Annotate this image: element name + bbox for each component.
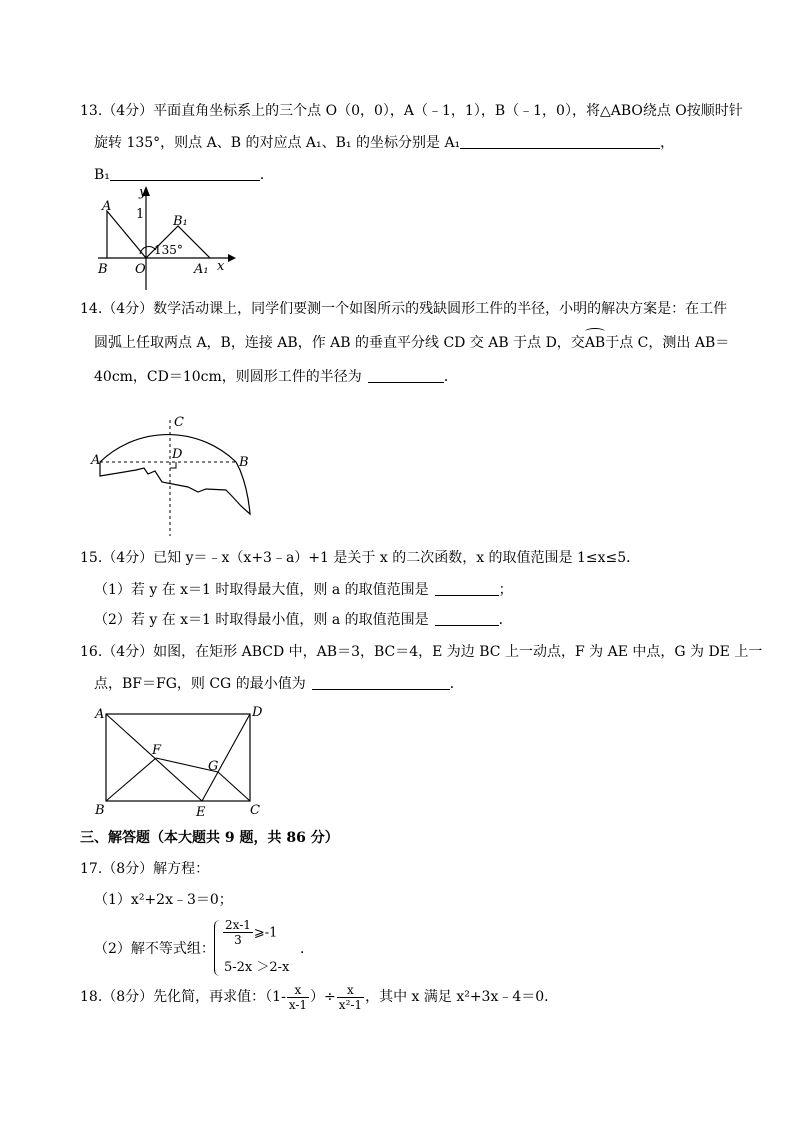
- q15-part1: [94, 581, 513, 599]
- segment-gc: [218, 772, 250, 801]
- q18-fraction-2-numerator: x: [337, 983, 364, 998]
- label-b: B: [239, 455, 249, 470]
- q14-line1: 14.（4分）数学活动课上，同学们要测一个如图所示的残缺圆形工件的半径，小明的解决方案是：在工件: [80, 301, 728, 317]
- q14-answer-blank[interactable]: [368, 368, 444, 383]
- label-a: A: [91, 453, 101, 468]
- inequality-1-fraction: [223, 918, 253, 947]
- q15-part2: [94, 611, 513, 629]
- q14-workpiece-figure: [90, 410, 260, 540]
- label-b: B: [98, 262, 108, 277]
- inequality-2: 5-2x ＞2-x: [224, 960, 290, 975]
- inequality-1-numerator: 2x-1: [225, 918, 251, 932]
- q18-fraction-1-numerator: x: [287, 983, 309, 998]
- x-axis-arrow: [228, 254, 236, 262]
- q18-fraction-1: [287, 983, 309, 1012]
- q16-line2-text: 点，BF＝FG，则 CG 的最小值为: [94, 676, 306, 692]
- q13-line2-end: ，: [660, 135, 675, 151]
- q15-line1: 15.（4分）已知 y＝﹣x（x+3﹣a）+1 是关于 x 的二次函数，x 的取值范围是 1≤x≤5．: [80, 550, 641, 566]
- q18-suffix: ，其中 x 满足 x²+3x﹣4＝0．: [365, 989, 559, 1005]
- q17-part1: [94, 891, 233, 909]
- q17-part2-prefix: （2）解不等式组：: [94, 941, 215, 957]
- q14-line2-text-a: 圆弧上任取两点 A，B，连接 AB，作 AB 的垂直平分线 CD 交 AB 于点 D，交: [94, 335, 585, 351]
- inequality-system-brace: [214, 920, 221, 976]
- q16-line2: [94, 675, 464, 693]
- q16-line1: 16.（4分）如图，在矩形 ABCD 中，AB＝3，BC＝4，E 为边 BC 上一动点，F 为 AE 中点，G 为 DE 上一: [80, 644, 763, 660]
- label-c: C: [250, 803, 260, 818]
- arc-ab-symbol: AB: [584, 335, 606, 351]
- rectangle-abcd: [106, 714, 250, 801]
- q13-coordinate-figure: [90, 182, 240, 290]
- q17-line1: 17.（8分）解方程：: [80, 861, 210, 877]
- q18-line: [80, 982, 558, 1012]
- q17-end: ．: [300, 941, 314, 957]
- label-angle: 135°: [154, 243, 183, 257]
- label-y: y: [139, 185, 147, 200]
- q18-fraction-2: [337, 983, 364, 1012]
- right-angle-mark: [170, 462, 176, 468]
- q18-fraction-1-denominator: x-1: [288, 997, 308, 1012]
- label-b: B: [95, 803, 105, 818]
- q15-part2-blank[interactable]: [435, 611, 499, 626]
- segment-bf: [106, 758, 156, 801]
- label-e: E: [196, 805, 206, 820]
- label-x: x: [217, 259, 225, 274]
- q15-part2-end: ．: [498, 612, 513, 628]
- label-g: G: [208, 759, 219, 774]
- q15-part1-text: （1）若 y 在 x＝1 时取得最大值，则 a 的取值范围是: [94, 582, 429, 598]
- label-b1: B₁: [173, 214, 188, 229]
- segment-de: [202, 714, 250, 801]
- inequality-1: [222, 918, 277, 947]
- q18-prefix: 18.（8分）先化简，再求值：（1-: [80, 989, 286, 1005]
- q15-part1-blank[interactable]: [435, 581, 499, 596]
- label-o: O: [135, 262, 146, 277]
- q18-fraction-2-denominator: x²-1: [338, 997, 363, 1012]
- label-f: F: [152, 743, 162, 758]
- q17-part1-prefix: （1）: [94, 892, 131, 908]
- q16-answer-blank[interactable]: [312, 675, 450, 690]
- q16-line2-end: ．: [449, 676, 464, 692]
- label-c: C: [174, 415, 184, 430]
- q13-line3-end: ．: [259, 167, 274, 183]
- label-d: D: [252, 705, 263, 720]
- q16-rectangle-figure: [90, 702, 270, 820]
- inequality-1-rest: ⩾-1: [253, 925, 278, 941]
- label-a1: A₁: [194, 262, 209, 277]
- q15-part2-text: （2）若 y 在 x＝1 时取得最小值，则 a 的取值范围是: [94, 612, 429, 628]
- q14-line2: [94, 334, 729, 352]
- section-three-title: 三、解答题（本大题共 9 题，共 86 分）: [80, 830, 339, 846]
- q17-part1-equation: x²+2x﹣3＝0；: [130, 892, 233, 908]
- q14-line3: [94, 368, 458, 386]
- q13-line2-text: 旋转 135°，则点 A、B 的对应点 A₁、B₁ 的坐标分别是 A₁: [94, 135, 461, 151]
- label-a: A: [102, 199, 112, 214]
- inequality-1-denominator: 3: [234, 933, 242, 947]
- label-a: A: [95, 707, 105, 722]
- q14-line2-text-b: 于点 C，测出 AB＝: [605, 335, 730, 351]
- q13-answer-blank-a1[interactable]: [460, 134, 660, 149]
- q15-part1-end: ；: [498, 582, 513, 598]
- label-d: D: [172, 447, 183, 462]
- q13-line2: [94, 134, 674, 152]
- q13-answer-blank-b1[interactable]: [110, 166, 260, 181]
- label-one: 1: [136, 207, 145, 222]
- q13-line1: 13.（4分）平面直角坐标系上的三个点 O（0，0），A（﹣1，1），B（﹣1，0），将△ABO绕点 O按顺时针: [80, 103, 743, 119]
- q18-mid: ）÷: [310, 989, 336, 1005]
- q14-line3-end: ．: [443, 369, 458, 385]
- q14-line3-text: 40cm，CD＝10cm，则圆形工件的半径为: [94, 369, 362, 385]
- q13-line3-text: B₁: [94, 167, 110, 183]
